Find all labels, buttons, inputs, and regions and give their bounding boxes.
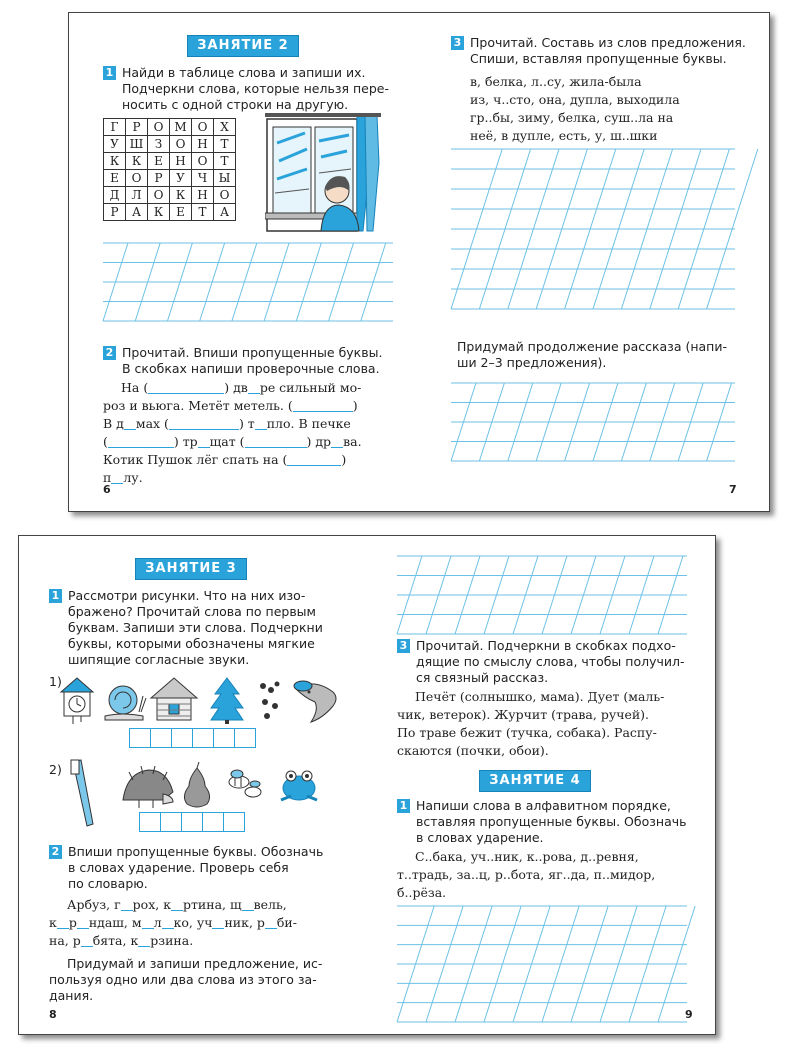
hedgehog-icon xyxy=(119,766,175,810)
letter-blank[interactable] xyxy=(212,916,224,929)
task-1-instructions xyxy=(103,65,413,113)
task-2-instructions xyxy=(49,844,365,892)
letter-blank[interactable] xyxy=(81,934,93,947)
instruction-line: Впиши пропущенные буквы. Обозначь xyxy=(68,844,324,859)
task-1-words xyxy=(397,848,713,902)
grid-letter[interactable]: Е xyxy=(170,204,192,221)
grid-letter[interactable]: З xyxy=(148,136,170,153)
continuation-instructions xyxy=(457,339,757,371)
fir-tree-icon xyxy=(209,676,245,724)
text-fragment: На ( xyxy=(121,380,149,395)
writing-lines xyxy=(397,906,687,1022)
grid-letter[interactable]: М xyxy=(170,119,192,136)
grid-letter[interactable]: Н xyxy=(170,153,192,170)
task-number: 1 xyxy=(397,799,410,813)
word-line: б..рёза. xyxy=(397,885,447,900)
text-fragment: Котик Пушок лёг спать на ( xyxy=(103,452,288,467)
task-number: 3 xyxy=(397,639,410,653)
answer-blank[interactable] xyxy=(245,435,307,448)
text-fragment: ) др xyxy=(306,434,332,449)
grid-letter[interactable]: О xyxy=(192,119,214,136)
grid-row xyxy=(104,204,236,221)
answer-blank[interactable] xyxy=(148,381,224,394)
letter-box[interactable] xyxy=(150,728,172,748)
instruction-line: носить с одной строки на другую. xyxy=(122,97,349,112)
snail-icon xyxy=(103,682,147,722)
text-fragment: вель, xyxy=(253,897,287,912)
text-fragment: ко, уч xyxy=(173,915,213,930)
story-line: Печёт (солнышко, мама). Дует (маль- xyxy=(415,689,665,704)
task-number: 2 xyxy=(103,346,116,360)
letter-box[interactable] xyxy=(160,812,182,832)
grid-letter[interactable]: А xyxy=(126,204,148,221)
grid-letter[interactable]: Т xyxy=(192,204,214,221)
answer-blank[interactable] xyxy=(287,453,341,466)
letter-blank[interactable] xyxy=(111,471,123,484)
story-line: По траве бежит (тучка, собака). Распу- xyxy=(397,725,657,740)
grid-row xyxy=(104,119,236,136)
grid-letter[interactable]: А xyxy=(214,204,236,221)
grid-row xyxy=(104,170,236,187)
answer-blank[interactable] xyxy=(169,417,239,430)
text-fragment: ) дв xyxy=(224,380,248,395)
text-fragment: роз и вьюга. Метёт метель. ( xyxy=(103,398,293,413)
text-fragment: би- xyxy=(276,915,297,930)
text-fragment: В д xyxy=(103,416,124,431)
text-fragment: ник, р xyxy=(224,915,265,930)
text-fragment: бята, к xyxy=(92,933,139,948)
grid-letter[interactable]: О xyxy=(214,187,236,204)
writing-lines xyxy=(103,243,393,321)
letter-blank[interactable] xyxy=(331,435,343,448)
row-2-label: 2) xyxy=(49,762,62,777)
task-2-extra-instructions xyxy=(49,956,365,1004)
task-1-instructions xyxy=(49,588,365,668)
instruction-line: Придумай продолжение рассказа (напи- xyxy=(457,339,727,354)
text-fragment: Арбуз, г xyxy=(67,897,121,912)
story-line: скаются (почки, обои). xyxy=(397,743,549,758)
instruction-line: ши 2–3 предложения). xyxy=(457,355,607,370)
grid-letter[interactable]: Р xyxy=(104,204,126,221)
text-fragment: ва. xyxy=(343,434,362,449)
letter-blank[interactable] xyxy=(265,916,277,929)
bee-icon xyxy=(225,766,265,802)
text-fragment: ) тр xyxy=(173,434,198,449)
word-line: С..бака, уч..ник, к..рова, д..ревня, xyxy=(415,849,639,864)
task-3-instructions xyxy=(397,638,713,686)
letter-blank[interactable] xyxy=(242,898,254,911)
letter-blank[interactable] xyxy=(138,934,150,947)
grid-letter[interactable]: О xyxy=(148,119,170,136)
letter-blank[interactable] xyxy=(171,898,183,911)
text-fragment: п xyxy=(103,470,112,485)
task-number: 3 xyxy=(451,36,464,50)
grid-letter[interactable]: К xyxy=(104,153,126,170)
task-1-instructions xyxy=(397,798,713,846)
grid-row xyxy=(104,187,236,204)
letter-blank[interactable] xyxy=(57,916,69,929)
text-fragment: ре сильный мо- xyxy=(259,380,362,395)
row-1-label: 1) xyxy=(49,674,62,689)
word-line: из, ч..сто, она, дупла, выходила xyxy=(470,92,680,107)
instruction-line: бражено? Прочитай слова по первым xyxy=(68,604,316,619)
page-8 xyxy=(19,536,367,1034)
instruction-line: Придумай и запиши предложение, ис- xyxy=(67,956,323,971)
toothbrush-icon xyxy=(67,758,97,828)
instruction-line: Рассмотри рисунки. Что на них изо- xyxy=(68,588,306,603)
text-fragment: на, р xyxy=(49,933,81,948)
letter-blank[interactable] xyxy=(248,381,260,394)
grid-letter[interactable]: Р xyxy=(126,119,148,136)
text-fragment: ртина, щ xyxy=(183,897,242,912)
letter-box[interactable] xyxy=(202,812,224,832)
page-7 xyxy=(419,13,769,511)
instruction-line: вставляя пропущенные буквы. Обозначь xyxy=(416,814,687,829)
text-fragment: р xyxy=(68,915,77,930)
task-3-words xyxy=(470,73,760,145)
instruction-line: шипящие согласные звуки. xyxy=(68,652,250,667)
writing-lines xyxy=(451,149,735,309)
grid-letter[interactable]: Е xyxy=(148,153,170,170)
letter-blank[interactable] xyxy=(198,435,210,448)
pear-icon xyxy=(179,762,215,810)
instruction-line: в словах ударение. xyxy=(416,830,544,845)
paw-prints-icon xyxy=(257,680,283,720)
letter-box[interactable] xyxy=(181,812,203,832)
grid-letter[interactable]: У xyxy=(104,136,126,153)
grid-letter[interactable]: Т xyxy=(214,153,236,170)
story-line: чик, ветерок). Журчит (трава, ручей). xyxy=(397,707,650,722)
task-3-story xyxy=(397,688,709,760)
task-number: 1 xyxy=(103,66,116,80)
grid-letter[interactable]: К xyxy=(148,204,170,221)
answer-blank[interactable] xyxy=(293,399,353,412)
grid-letter[interactable]: Ч xyxy=(192,170,214,187)
page-number: 7 xyxy=(729,483,737,496)
grid-letter[interactable]: О xyxy=(148,187,170,204)
grid-letter[interactable]: Ы xyxy=(214,170,236,187)
letter-boxes[interactable] xyxy=(129,728,255,748)
task-3-instructions xyxy=(451,35,761,67)
task-number: 1 xyxy=(49,589,62,603)
instruction-line: Прочитай. Впиши пропущенные буквы. xyxy=(122,345,383,360)
letter-blank[interactable] xyxy=(142,916,154,929)
instruction-line: дания. xyxy=(49,988,94,1003)
letter-box[interactable] xyxy=(234,728,256,748)
page-number: 8 xyxy=(49,1008,57,1021)
grid-letter[interactable]: Х xyxy=(214,119,236,136)
grid-letter[interactable]: К xyxy=(126,153,148,170)
page-number: 9 xyxy=(685,1008,693,1021)
instruction-line: В скобках напиши проверочные слова. xyxy=(122,361,380,376)
text-fragment: к xyxy=(49,915,57,930)
page-9 xyxy=(367,536,715,1034)
bottom-spread xyxy=(18,535,716,1035)
text-fragment: ндаш, м xyxy=(88,915,142,930)
word-line: неё, в дупле, есть, у, ш..шки xyxy=(470,128,658,143)
letter-box[interactable] xyxy=(223,812,245,832)
letter-box[interactable] xyxy=(139,812,161,832)
text-fragment: лу. xyxy=(123,470,143,485)
text-fragment: щат ( xyxy=(209,434,245,449)
page-6 xyxy=(69,13,419,511)
text-fragment: рох, к xyxy=(132,897,172,912)
text-fragment: мах ( xyxy=(135,416,169,431)
instruction-line: Спиши, вставляя пропущенные буквы. xyxy=(470,51,727,66)
grid-row xyxy=(104,153,236,170)
grid-letter[interactable]: Л xyxy=(126,187,148,204)
text-fragment: ) т xyxy=(238,416,255,431)
grid-letter[interactable]: Е xyxy=(104,170,126,187)
grid-letter[interactable]: О xyxy=(126,170,148,187)
top-spread xyxy=(68,12,770,512)
letter-box[interactable] xyxy=(213,728,235,748)
task-2-instructions xyxy=(103,345,413,377)
lesson-4-title: ЗАНЯТИЕ 4 xyxy=(479,770,591,792)
text-fragment: пло. В печке xyxy=(266,416,351,431)
text-fragment: ) xyxy=(341,452,347,467)
letter-blank[interactable] xyxy=(121,898,133,911)
grid-letter[interactable]: Д xyxy=(104,187,126,204)
hut-icon xyxy=(149,676,199,722)
task-2-words xyxy=(49,896,361,950)
writing-lines xyxy=(397,556,687,634)
frog-icon xyxy=(277,768,321,804)
instruction-line: Подчеркни слова, которые нельзя пере- xyxy=(122,81,389,96)
text-fragment: рзина. xyxy=(150,933,194,948)
grid-letter[interactable]: Т xyxy=(214,136,236,153)
grid-letter[interactable]: К xyxy=(170,187,192,204)
letter-blank[interactable] xyxy=(162,916,174,929)
text-fragment: л xyxy=(153,915,162,930)
boy-at-window-in-storm-picture xyxy=(265,113,383,235)
letter-grid xyxy=(103,118,236,221)
page-number: 6 xyxy=(103,483,111,496)
instruction-line: по словарю. xyxy=(68,876,148,891)
answer-blank[interactable] xyxy=(108,435,174,448)
instruction-line: буквы, которыми обозначены мягкие xyxy=(68,636,315,651)
letter-box[interactable] xyxy=(171,728,193,748)
grid-letter[interactable]: О xyxy=(170,136,192,153)
instruction-line: Напиши слова в алфавитном порядке, xyxy=(416,798,671,813)
letter-box[interactable] xyxy=(129,728,151,748)
grid-letter[interactable]: Н xyxy=(192,187,214,204)
task-2-text xyxy=(103,379,403,487)
text-fragment: ) xyxy=(352,398,358,413)
grid-letter[interactable]: Р xyxy=(148,170,170,187)
task-number: 2 xyxy=(49,845,62,859)
letter-blank[interactable] xyxy=(77,916,89,929)
grid-row xyxy=(104,136,236,153)
shark-icon xyxy=(289,676,341,726)
lesson-3-title: ЗАНЯТИЕ 3 xyxy=(135,558,247,580)
lesson-2-title: ЗАНЯТИЕ 2 xyxy=(187,35,299,57)
instruction-line: в словах ударение. Проверь себя xyxy=(68,860,289,875)
grid-letter[interactable]: Н xyxy=(192,136,214,153)
grid-letter[interactable]: О xyxy=(192,153,214,170)
letter-box[interactable] xyxy=(192,728,214,748)
writing-lines xyxy=(451,383,735,461)
instruction-line: буквам. Запиши эти слова. Подчеркни xyxy=(68,620,323,635)
word-line: гр..бы, зиму, белка, суш..ла на xyxy=(470,110,674,125)
instruction-line: пользуя одно или два слова из этого за- xyxy=(49,972,317,987)
grid-letter[interactable]: Ш xyxy=(126,136,148,153)
grid-letter[interactable]: Г xyxy=(104,119,126,136)
instruction-line: ся связный рассказ. xyxy=(416,670,549,685)
word-line: в, белка, л..су, жила-была xyxy=(470,74,642,89)
instruction-line: Прочитай. Составь из слов предложения. xyxy=(470,35,746,50)
cuckoo-clock-icon xyxy=(59,676,95,726)
instruction-line: Найди в таблице слова и запиши их. xyxy=(122,65,366,80)
instruction-line: дящие по смыслу слова, чтобы получил- xyxy=(416,654,685,669)
word-line: т..традь, за..ц, р..бота, яг..да, п..мидор, xyxy=(397,867,656,882)
letter-blank[interactable] xyxy=(124,417,136,430)
text-fragment: ( xyxy=(103,434,108,449)
letter-boxes[interactable] xyxy=(139,812,244,832)
letter-blank[interactable] xyxy=(255,417,267,430)
grid-letter[interactable]: У xyxy=(170,170,192,187)
instruction-line: Прочитай. Подчеркни в скобках подхо- xyxy=(416,638,676,653)
